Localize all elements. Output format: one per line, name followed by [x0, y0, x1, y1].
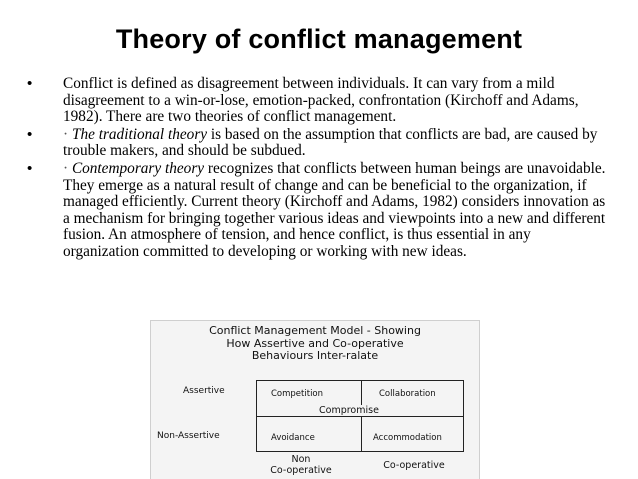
figure-title-line: Behaviours Inter-ralate [251, 349, 379, 362]
bullet-item-traditional-theory [0, 127, 638, 160]
figure-quadrant-grid [256, 380, 464, 452]
grid-horizontal-divider [257, 416, 463, 417]
bullet-separator: · [63, 125, 69, 143]
bullet-text: recognizes that conflicts between human beings are unavoidable. They emerge as a natural result of change and can be beneficial to the organization, if managed efficiently. Current theory (Kirchoff and Adams, 1982) considers innovation as a mechanism for bringing together various ideas and viewpoints into a new and different fusion. An atmosphere of tension, and hence conflict, is thus essential in any organization committed to developing or working with new ideas. [63, 159, 606, 260]
bullet-list [0, 76, 638, 261]
col-label-line: Non [291, 454, 311, 465]
cell-competition: Competition [271, 389, 324, 399]
conflict-model-figure [150, 320, 480, 479]
cell-compromise: Compromise [319, 405, 379, 416]
row-label-assertive: Assertive [183, 386, 225, 396]
col-label-non-cooperative [261, 454, 341, 476]
figure-title-line: Conflict Management Model - Showing [209, 324, 421, 337]
cell-accommodation: Accommodation [373, 433, 442, 443]
bullet-marker: • [27, 75, 33, 92]
bullet-item-contemporary-theory [0, 161, 638, 261]
col-label-cooperative: Co-operative [383, 460, 445, 471]
col-label-line: Co-operative [270, 465, 332, 476]
bullet-separator: · [63, 159, 69, 177]
cell-collaboration: Collaboration [379, 389, 436, 399]
bullet-text: Conflict is defined as disagreement between individuals. It can vary from a mild disagreement to a win-or-lose, emotion-packed, confrontation (Kirchoff and Adams, 1982). There are two theories of conflict management. [63, 75, 579, 126]
bullet-emphasis: The traditional theory [71, 125, 208, 143]
bullet-item-definition [0, 76, 638, 126]
figure-title-line: How Assertive and Co-operative [226, 336, 404, 350]
row-label-non-assertive: Non-Assertive [157, 431, 220, 441]
bullet-emphasis: Contemporary theory [71, 159, 205, 177]
cell-avoidance: Avoidance [271, 433, 315, 443]
figure-title [151, 325, 479, 363]
bullet-marker: • [27, 159, 33, 177]
slide-title: Theory of conflict management [115, 24, 523, 54]
bullet-marker: • [27, 125, 33, 143]
bullet-text: is based on the assumption that conflicts are bad, are caused by trouble makers, and should be subdued. [63, 125, 598, 160]
